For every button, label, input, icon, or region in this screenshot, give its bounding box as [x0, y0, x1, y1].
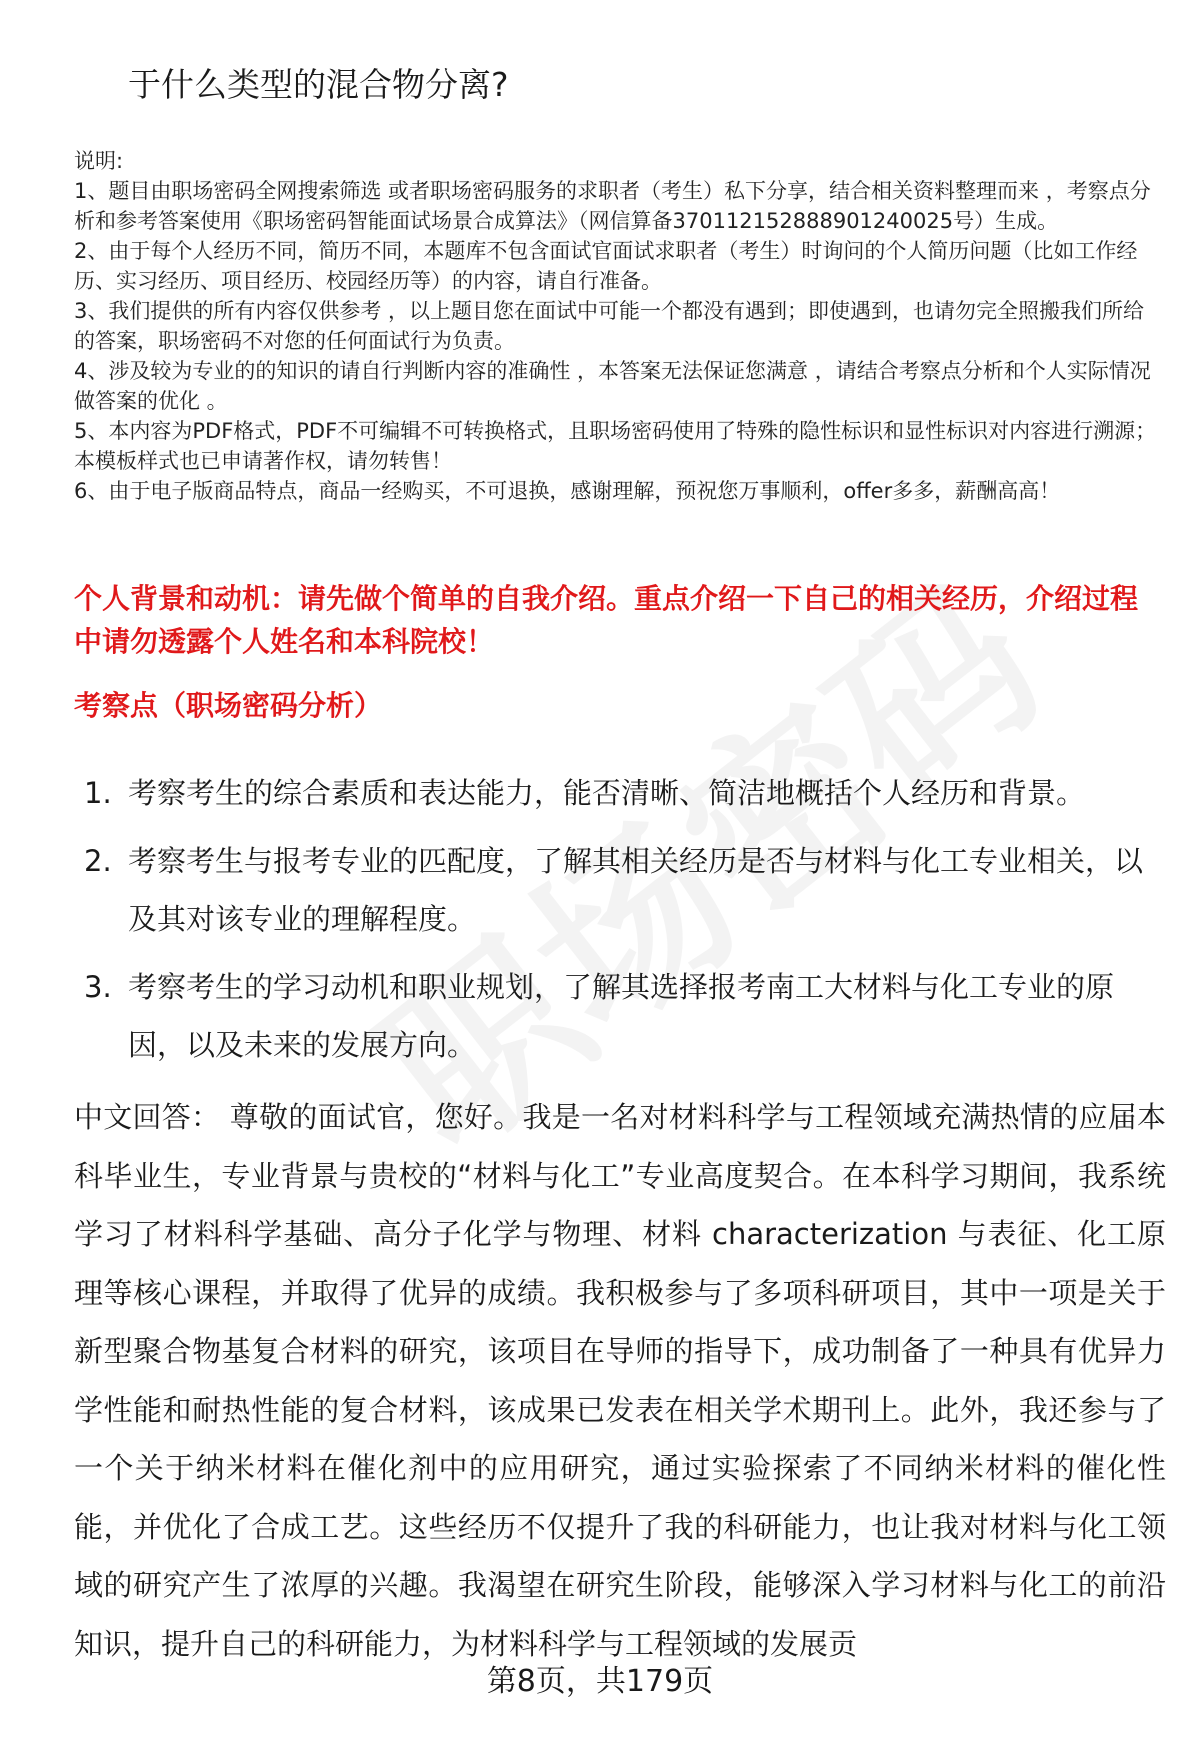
note-item: 4、涉及较为专业的的知识的请自行判断内容的准确性 ，本答案无法保证您满意 ，请结合考察点分析和个人实际情况做答案的优化 。: [74, 359, 1151, 413]
key-point-item: [74, 832, 1164, 948]
note-item: 2、由于每个人经历不同，简历不同，本题库不包含面试官面试求职者（考生）时询问的个人简历问题（比如工作经历、实习经历、项目经历、校园经历等）的内容，请自行准备。: [74, 239, 1138, 293]
note-item: 1、题目由职场密码全网搜索筛选 或者职场密码服务的求职者（考生）私下分享，结合相关资料整理而来 ，考察点分析和参考答案使用《职场密码智能面试场景合成算法》（网信算备370112152888901240025号）生成。: [74, 179, 1151, 233]
note-item: 5、本内容为PDF格式，PDF不可编辑不可转换格式，且职场密码使用了特殊的隐性标识和显性标识对内容进行溯源；本模板样式也已申请著作权，请勿转售！: [74, 419, 1157, 473]
key-point-text: 考察考生与报考专业的匹配度，了解其相关经历是否与材料与化工专业相关，以及其对该专业的理解程度。: [128, 844, 1144, 936]
key-point-number: 1.: [84, 776, 112, 810]
answer-text: 中文回答： 尊敬的面试官，您好。我是一名对材料科学与工程领域充满热情的应届本科毕业生，专业背景与贵校的“材料与化工”专业高度契合。在本科学习期间，我系统学习了材料科学基础、高分子化学与物理、材料 characterization 与表征、化工原理等核心课程，并取得了优异的成绩。我积极参与了多项科研项目，其中一项是关于新型聚合物基复合材料的研究，该项目在导师的指导下，成功制备了一种具有优异力学性能和耐热性能的复合材料，该成果已发表在相关学术期刊上。此外，我还参与了一个关于纳米材料在催化剂中的应用研究，通过实验探索了不同纳米材料的催化性能，并优化了合成工艺。这些经历不仅提升了我的科研能力，也让我对材料与化工领域的研究产生了浓厚的兴趣。我渴望在研究生阶段，能够深入学习材料与化工的前沿知识，提升自己的科研能力，为材料科学与工程领域的发展贡: [74, 1100, 1166, 1661]
key-point-item: [74, 958, 1164, 1074]
key-points-title: 考察点（职场密码分析）: [74, 689, 383, 722]
key-point-item: [74, 764, 1164, 822]
note-item: 3、我们提供的所有内容仅供参考 ，以上题目您在面试中可能一个都没有遇到；即使遇到，也请勿完全照搬我们所给的答案，职场密码不对您的任何面试行为负责。: [74, 299, 1145, 353]
note-item: 6、由于电子版商品特点，商品一经购买，不可退换，感谢理解，预祝您万事顺利，offer多多，薪酬高高！: [74, 479, 1061, 503]
notes-section: [74, 146, 1164, 506]
interview-question: 个人背景和动机：请先做个简单的自我介绍。重点介绍一下自己的相关经历，介绍过程中请勿透露个人姓名和本科院校！: [74, 582, 1139, 658]
key-point-text: 考察考生的学习动机和职业规划，了解其选择报考南工大材料与化工专业的原因，以及未来的发展方向。: [128, 970, 1115, 1062]
key-points-list: [74, 764, 1164, 1084]
page-footer: 第8页，共179页: [486, 1664, 714, 1699]
key-point-number: 3.: [84, 970, 112, 1004]
continued-question: 于什么类型的混合物分离?: [128, 65, 509, 104]
key-point-text: 考察考生的综合素质和表达能力，能否清晰、简洁地概括个人经历和背景。: [128, 776, 1086, 810]
key-point-number: 2.: [84, 844, 112, 878]
notes-heading: 说明:: [74, 149, 124, 173]
